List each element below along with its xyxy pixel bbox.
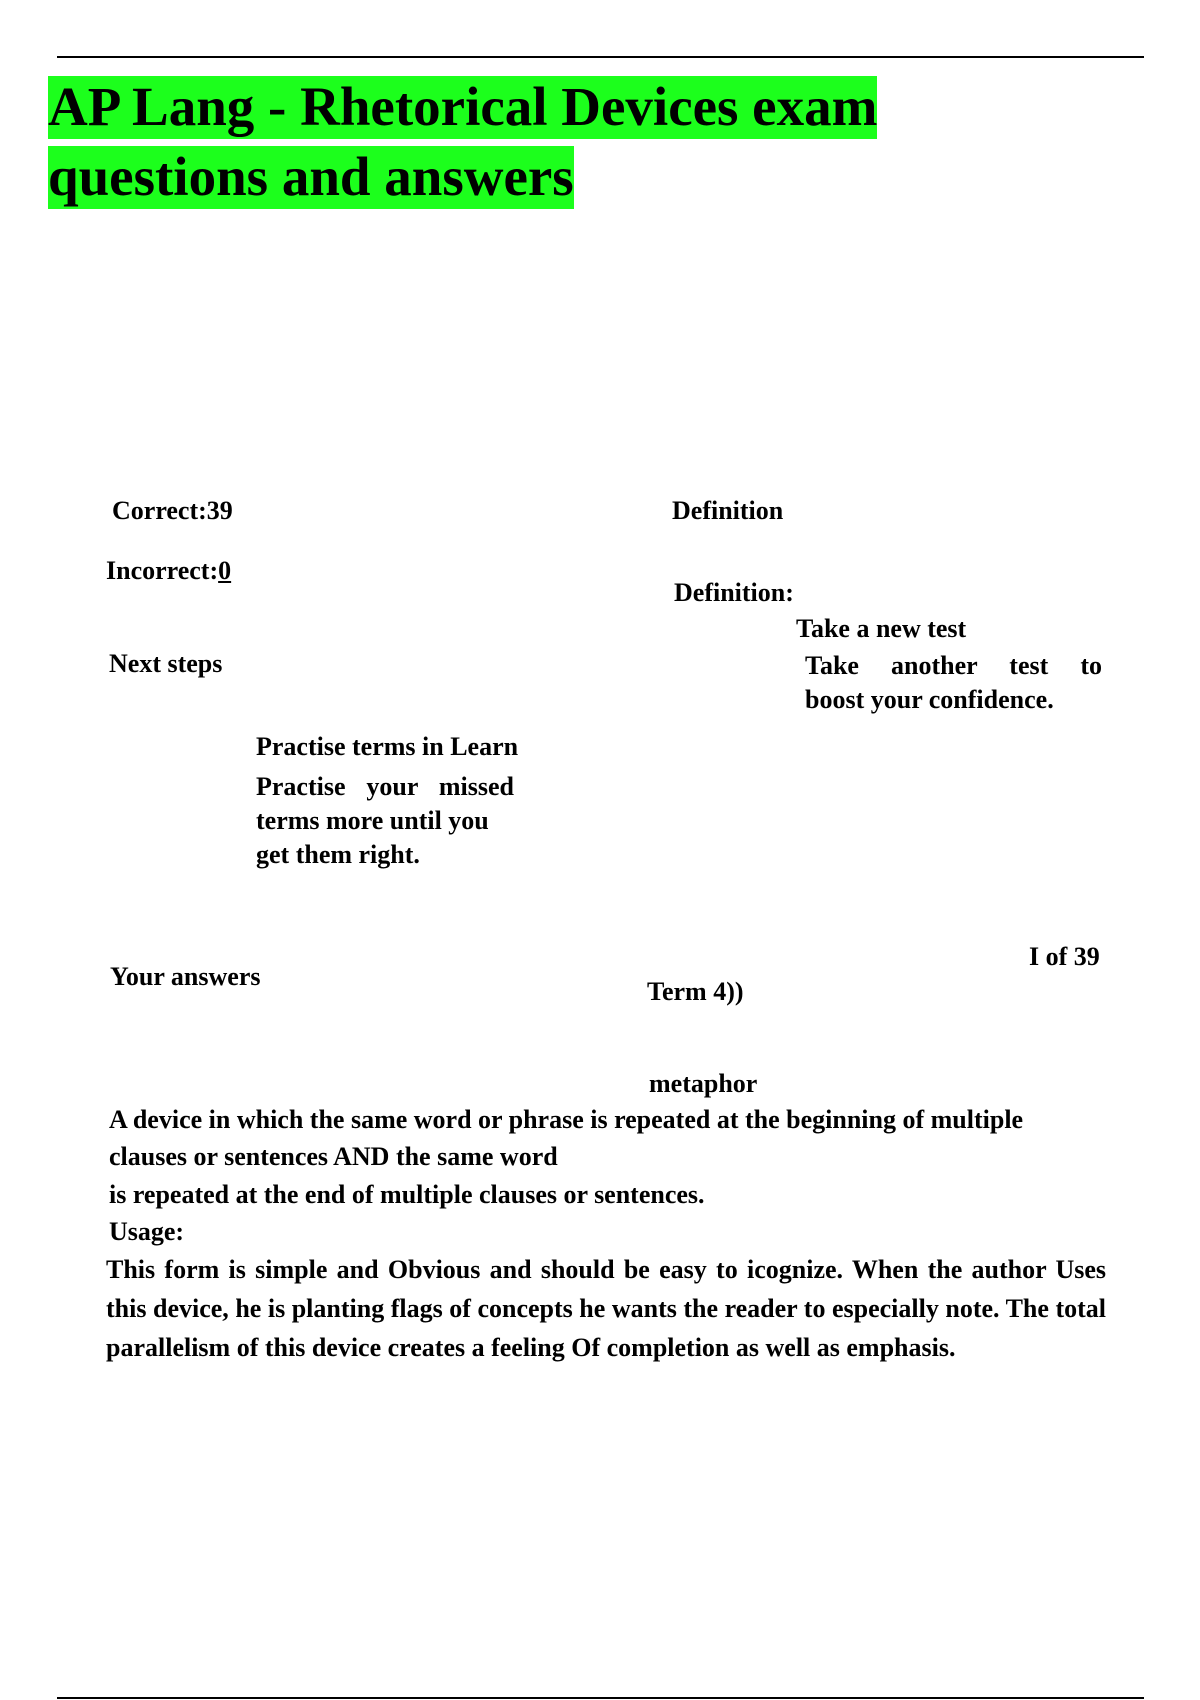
question-counter: I of 39 bbox=[1029, 942, 1100, 971]
document-title bbox=[48, 72, 948, 212]
definition-line-2: clauses or sentences AND the same word bbox=[109, 1142, 558, 1171]
incorrect-value: 0 bbox=[218, 556, 232, 585]
correct-score bbox=[112, 494, 233, 528]
your-answers-heading: Your answers bbox=[110, 962, 261, 991]
learn-option-title[interactable]: Practise terms in Learn bbox=[256, 732, 519, 761]
term-label: Term 4)) bbox=[647, 977, 744, 1006]
test-desc-line-1: Take another test to bbox=[805, 651, 1102, 680]
incorrect-score bbox=[106, 554, 231, 588]
incorrect-label: Incorrect: bbox=[106, 556, 219, 585]
learn-option-description bbox=[256, 770, 514, 872]
correct-value: 39 bbox=[206, 496, 233, 525]
test-desc-line-2: boost your confidence. bbox=[805, 685, 1054, 714]
bottom-rule bbox=[57, 1697, 1144, 1699]
learn-desc-line-1: Practise your missed bbox=[256, 772, 514, 801]
test-option-description bbox=[805, 649, 1102, 717]
title-line-2: questions and answers bbox=[48, 146, 574, 207]
learn-desc-line-3: get them right. bbox=[256, 840, 420, 869]
top-rule bbox=[57, 56, 1144, 58]
term-answer: metaphor bbox=[649, 1069, 758, 1098]
learn-desc-line-2: terms more until you bbox=[256, 806, 489, 835]
test-option-title[interactable]: Take a new test bbox=[796, 614, 967, 643]
definition-line-1: A device in which the same word or phrase is repeated at the beginning of multiple bbox=[109, 1105, 1024, 1134]
definition-label: Definition: bbox=[674, 578, 794, 607]
definition-line-3: is repeated at the end of multiple clauses or sentences. bbox=[109, 1180, 705, 1209]
definition-header: Definition bbox=[672, 496, 784, 525]
title-line-1: AP Lang - Rhetorical Devices exam bbox=[48, 76, 878, 137]
correct-label: Correct: bbox=[112, 496, 207, 525]
next-steps-heading: Next steps bbox=[109, 649, 223, 678]
usage-label: Usage: bbox=[109, 1217, 185, 1246]
usage-paragraph: This form is simple and Obvious and should be easy to icognize. When the author Uses this device, he is planting flags of concepts he wants the reader to especially note. The total parallelism of this device creates a feeling Of completion as well as emphasis. bbox=[106, 1255, 1106, 1362]
